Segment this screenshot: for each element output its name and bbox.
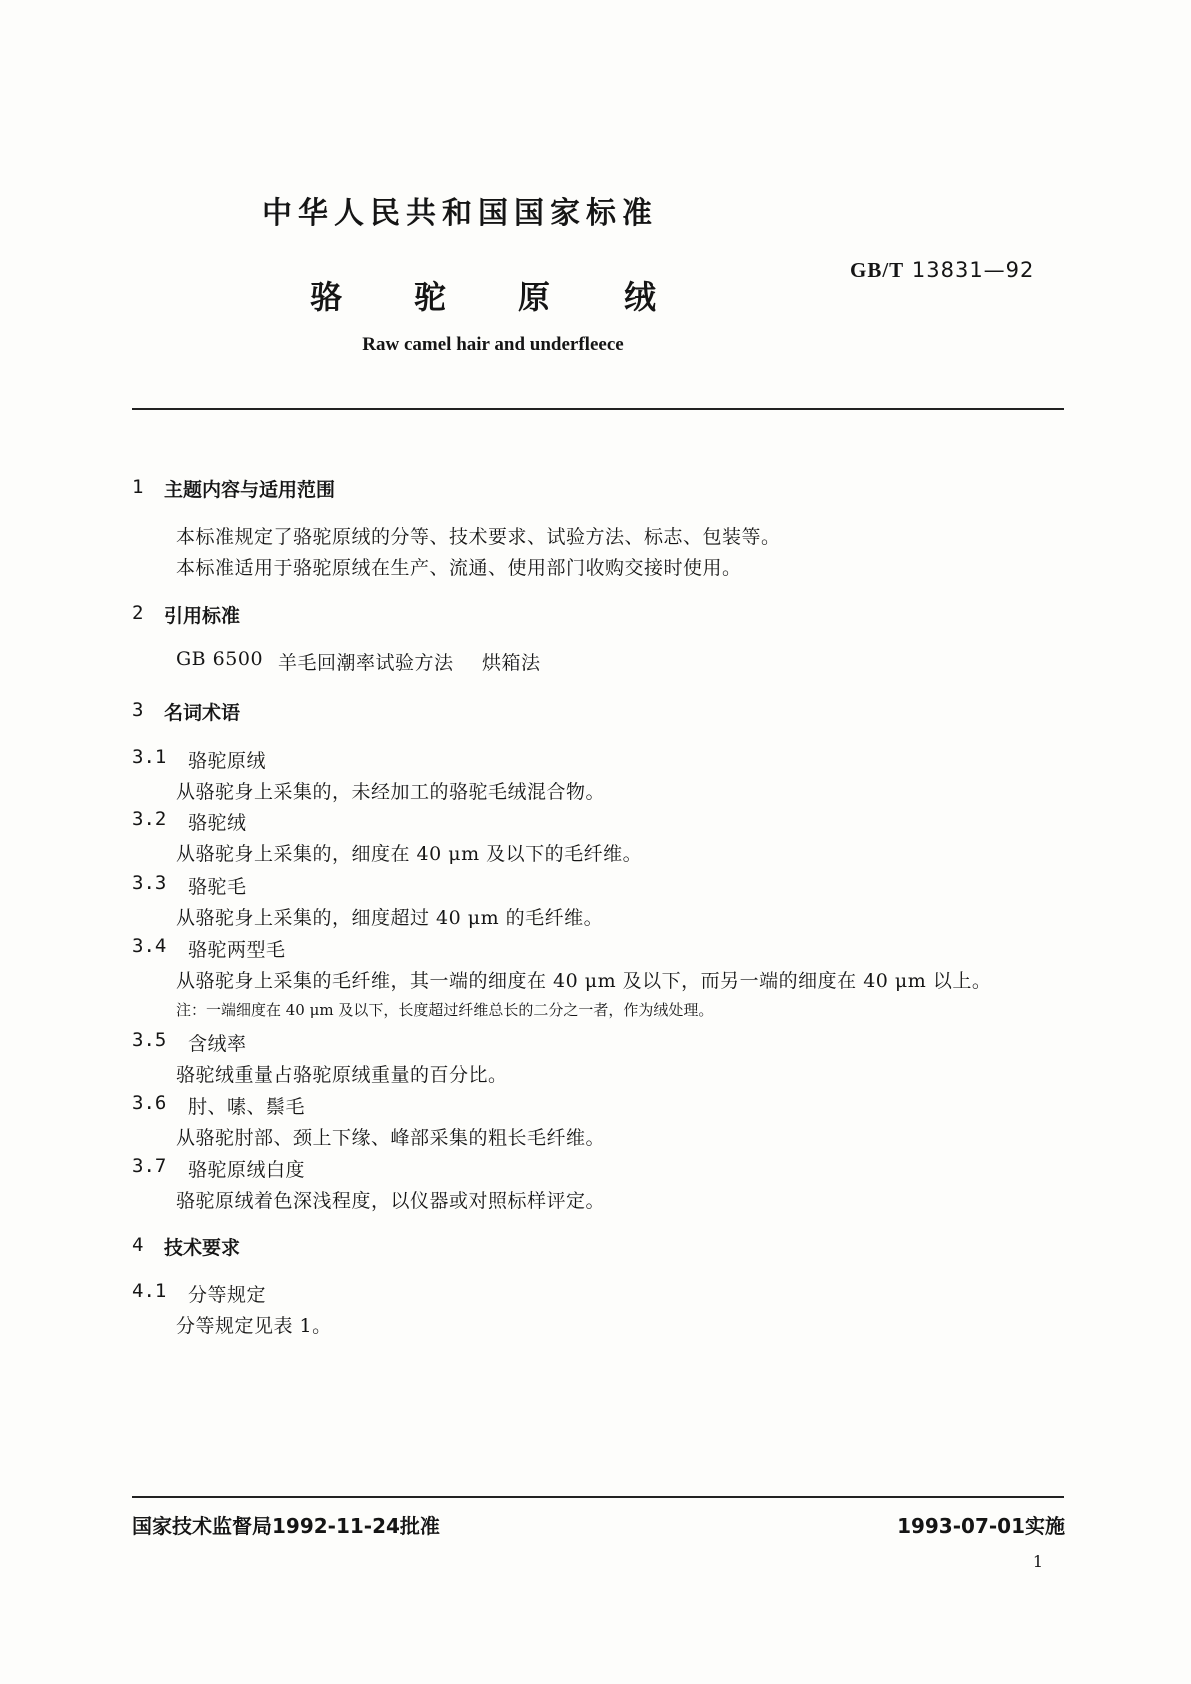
term-name: 骆驼毛	[188, 876, 247, 898]
section-2-number: 2	[132, 602, 144, 624]
term-number: 3.1	[132, 746, 167, 768]
header-divider	[132, 408, 1064, 410]
term-number: 3.7	[132, 1155, 167, 1177]
clause-title: 分等规定	[188, 1284, 267, 1306]
term-number: 3.6	[132, 1092, 167, 1114]
national-standard-heading: 中华人民共和国国家标准	[262, 196, 658, 231]
section-3-title: 名词术语	[164, 702, 241, 724]
page-number: 1	[1032, 1552, 1043, 1571]
footer-divider	[132, 1496, 1064, 1498]
title-char-4: 绒	[623, 278, 656, 316]
effective-date: 1993-07-01实施	[897, 1514, 1065, 1538]
term-number: 3.3	[132, 872, 167, 894]
section-3-number: 3	[132, 699, 144, 721]
term-definition: 从骆驼身上采集的毛纤维，其一端的细度在 40 μm 及以下，而另一端的细度在 40 μm 以上。	[176, 970, 992, 992]
standard-prefix: GB/T	[850, 258, 905, 282]
term-definition: 骆驼原绒着色深浅程度，以仪器或对照标样评定。	[176, 1190, 606, 1212]
section-1-paragraph: 本标准适用于骆驼原绒在生产、流通、使用部门收购交接时使用。	[176, 557, 742, 579]
clause-number: 4.1	[132, 1280, 167, 1302]
term-name: 骆驼两型毛	[188, 939, 286, 961]
title-char-3: 原	[517, 278, 550, 316]
section-1-number: 1	[132, 476, 144, 498]
term-definition: 从骆驼肘部、颈上下缘、峰部采集的粗长毛纤维。	[176, 1127, 606, 1149]
term-definition: 骆驼绒重量占骆驼原绒重量的百分比。	[176, 1064, 508, 1086]
english-title: Raw camel hair and underfleece	[362, 334, 624, 355]
term-name: 肘、嗉、鬃毛	[188, 1096, 306, 1118]
reference-title: 羊毛回潮率试验方法	[278, 652, 454, 674]
term-note: 注：一端细度在 40 μm 及以下，长度超过纤维总长的二分之一者，作为绒处理。	[176, 1001, 714, 1019]
reference-code: GB 6500	[176, 648, 264, 670]
term-name: 骆驼原绒白度	[188, 1159, 306, 1181]
title-char-2: 驼	[413, 278, 446, 316]
term-number: 3.2	[132, 808, 167, 830]
title-char-1: 骆	[309, 278, 342, 316]
standard-number	[850, 258, 1034, 283]
reference-method: 烘箱法	[482, 652, 541, 674]
section-2-title: 引用标准	[164, 605, 241, 627]
standard-code: 13831—92	[911, 258, 1035, 282]
section-1-title: 主题内容与适用范围	[164, 479, 336, 501]
term-definition: 从骆驼身上采集的，细度在 40 μm 及以下的毛纤维。	[176, 843, 643, 865]
term-name: 骆驼原绒	[188, 750, 267, 772]
section-4-title: 技术要求	[164, 1237, 241, 1259]
approval-line: 国家技术监督局1992-11-24批准	[132, 1514, 440, 1538]
clause-text: 分等规定见表 1。	[176, 1315, 332, 1337]
section-4-number: 4	[132, 1234, 144, 1256]
term-name: 含绒率	[188, 1033, 247, 1055]
term-definition: 从骆驼身上采集的，未经加工的骆驼毛绒混合物。	[176, 781, 606, 803]
term-number: 3.5	[132, 1029, 167, 1051]
term-name: 骆驼绒	[188, 812, 247, 834]
section-1-paragraph: 本标准规定了骆驼原绒的分等、技术要求、试验方法、标志、包装等。	[176, 526, 781, 548]
term-definition: 从骆驼身上采集的，细度超过 40 μm 的毛纤维。	[176, 907, 604, 929]
term-number: 3.4	[132, 935, 167, 957]
